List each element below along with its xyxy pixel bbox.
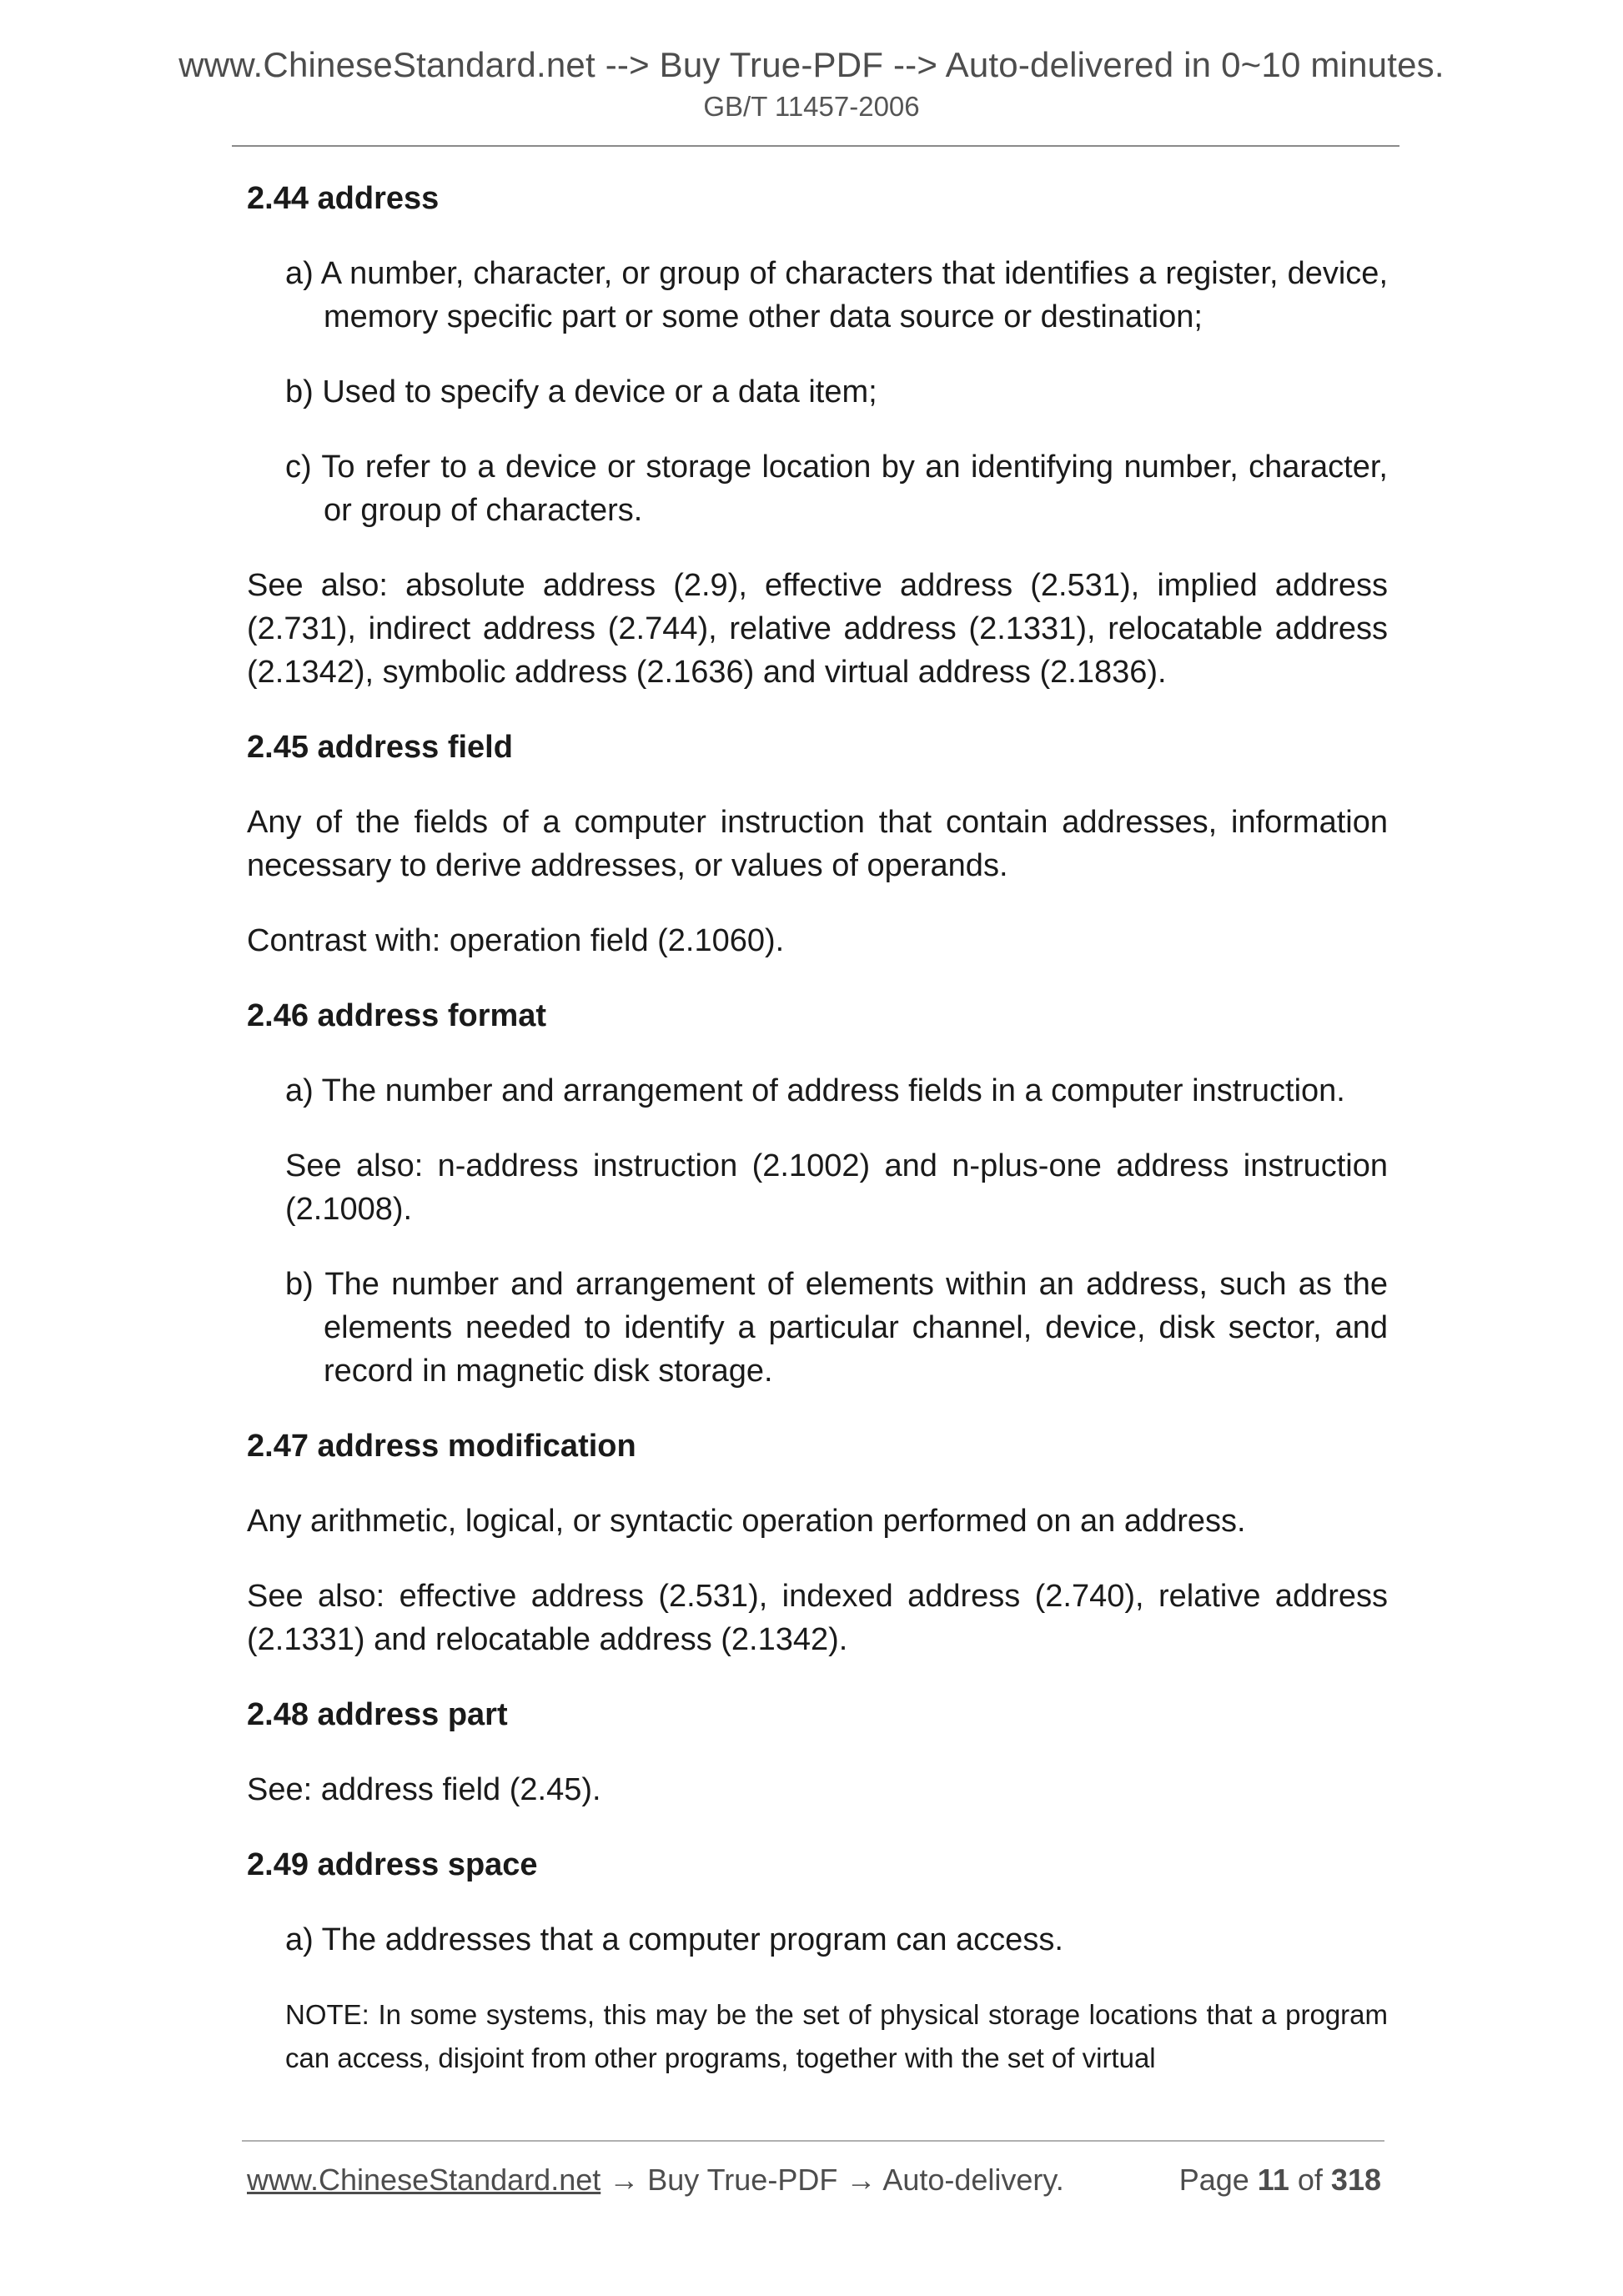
definition-2-45: Any of the fields of a computer instruction that contain addresses, information necessary to derive addresses, or values of operands. bbox=[247, 805, 1388, 883]
total-pages: 318 bbox=[1330, 2163, 1381, 2197]
definition-2-47: Any arithmetic, logical, or syntactic operation performed on an address. bbox=[247, 1504, 1246, 1539]
see-also-2-47: See also: effective address (2.531), indexed address (2.740), relative address (2.1331) and relocatable address (2.1342). bbox=[247, 1579, 1388, 1657]
footer-divider bbox=[242, 2140, 1384, 2142]
header-divider bbox=[232, 145, 1399, 147]
section-title-2-48: 2.48 address part bbox=[247, 1697, 508, 1732]
definition-2-44-b: b) Used to specify a device or a data item; bbox=[285, 374, 877, 409]
section-title-2-49: 2.49 address space bbox=[247, 1847, 538, 1882]
note-2-49: NOTE: In some systems, this may be the set of physical storage locations that a program can access, disjoint from other programs, together with the set of virtual bbox=[285, 1999, 1388, 2073]
page-number: 11 bbox=[1257, 2163, 1289, 2197]
page-label: Page bbox=[1178, 2163, 1249, 2197]
page-indicator bbox=[1179, 2162, 1381, 2198]
definition-2-44-a: a) A number, character, or group of characters that identifies a register, device, memory specific part or some other data source or destination; bbox=[285, 256, 1388, 334]
header-banner: www.ChineseStandard.net --> Buy True-PDF --> Auto-delivered in 0~10 minutes. bbox=[178, 45, 1445, 84]
definition-2-49-a: a) The addresses that a computer program can access. bbox=[285, 1922, 1063, 1957]
definition-2-48: See: address field (2.45). bbox=[247, 1772, 601, 1807]
contrast-2-45: Contrast with: operation field (2.1060). bbox=[247, 923, 785, 958]
section-title-2-45: 2.45 address field bbox=[247, 730, 513, 765]
see-also-2-46: See also: n-address instruction (2.1002) and n-plus-one address instruction (2.1008). bbox=[285, 1148, 1388, 1227]
section-title-2-47: 2.47 address modification bbox=[247, 1429, 636, 1464]
standard-code: GB/T 11457-2006 bbox=[703, 91, 920, 122]
of-label: of bbox=[1297, 2163, 1323, 2197]
definition-2-46-a: a) The number and arrangement of address fields in a computer instruction. bbox=[285, 1073, 1345, 1108]
section-title-2-46: 2.46 address format bbox=[247, 998, 547, 1033]
section-title-2-44: 2.44 address bbox=[247, 181, 440, 216]
definition-2-46-b: b) The number and arrangement of elements within an address, such as the elements needed to identify a particular channel, device, disk sector, and record in magnetic disk storage. bbox=[285, 1267, 1388, 1389]
document-body bbox=[247, 177, 1388, 2080]
footer-site-link[interactable]: www.ChineseStandard.net bbox=[247, 2163, 601, 2197]
definition-2-44-c: c) To refer to a device or storage location by an identifying number, character, or group of characters. bbox=[285, 450, 1388, 528]
footer-left bbox=[247, 2162, 1064, 2198]
see-also-2-44: See also: absolute address (2.9), effective address (2.531), implied address (2.731), indirect address (2.744), relative address (2.1331), relocatable address (2.1342), symbolic address (2.1636) and virtual address (2.1836). bbox=[247, 568, 1388, 690]
footer-tagline: → Buy True-PDF → Auto-delivery. bbox=[600, 2163, 1064, 2197]
